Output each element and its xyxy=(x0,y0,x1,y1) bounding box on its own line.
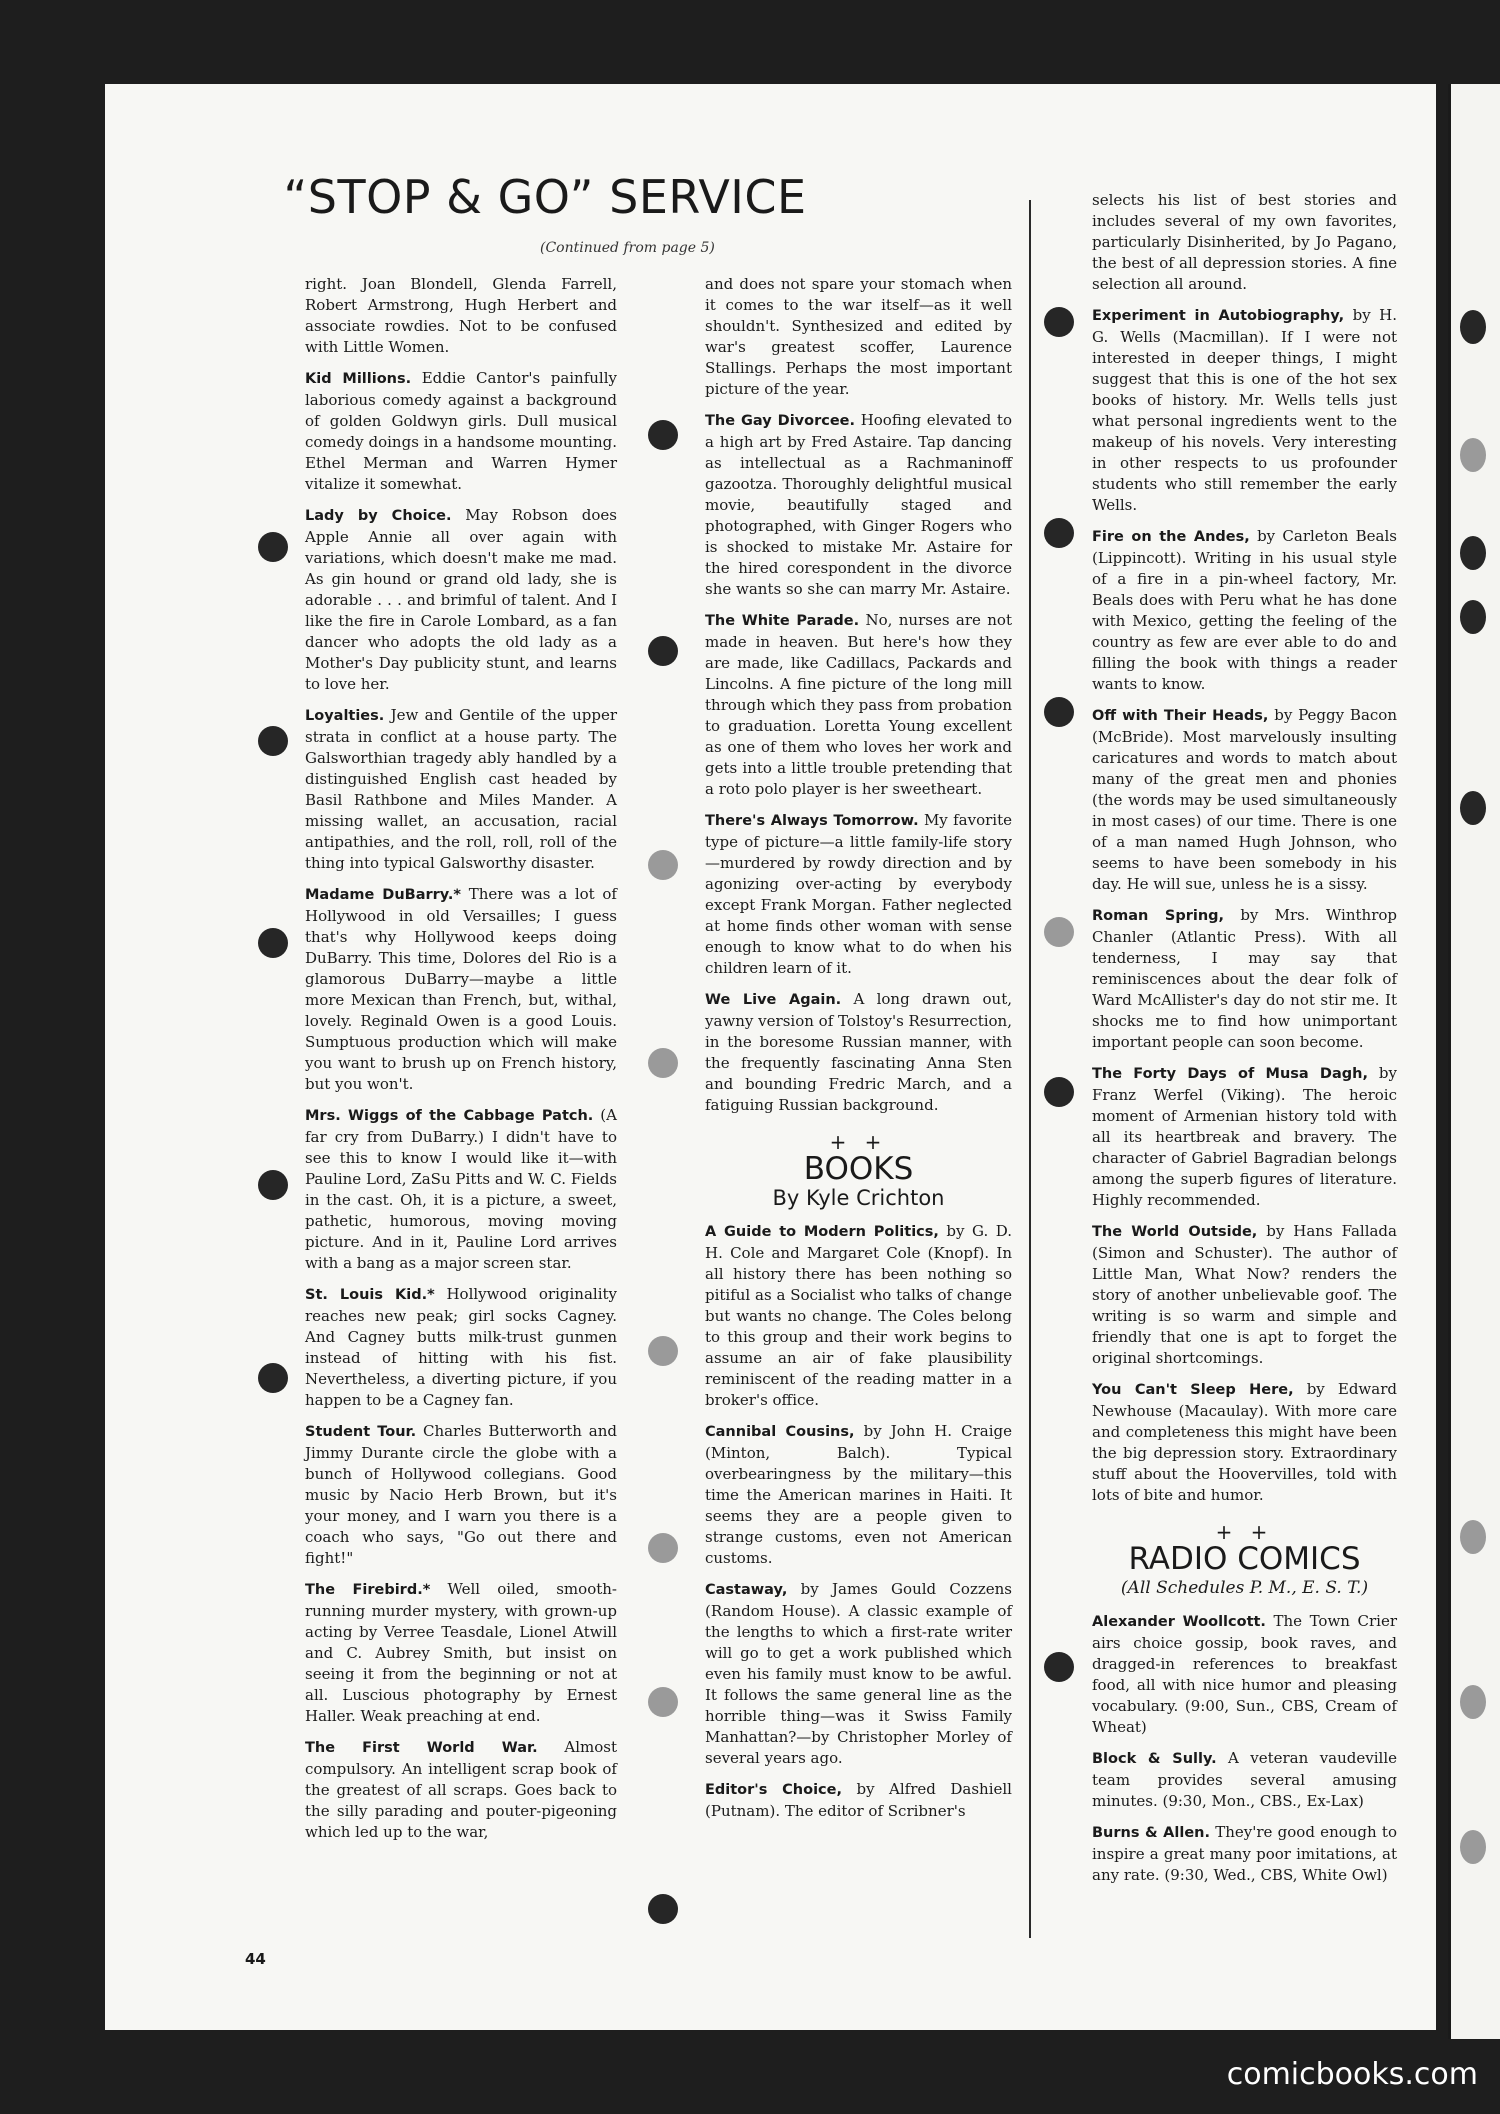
column-2 xyxy=(705,274,1012,1832)
review-entry: We Live Again. A long drawn out, yawny version of Tolstoy's Resurrection, in the boresome Russian manner, with the frequently fascinating Anna Sten and bounding Fredric March, and a fatiguing Russian background. xyxy=(705,990,1012,1114)
column-1 xyxy=(305,274,617,1853)
book-entry: selects his list of best stories and includes several of my own favorites, particularly Disinherited, by Jo Pagano, the best of all depression stories. A fine selection all around. xyxy=(1092,191,1397,293)
radio-schedules-note: (All Schedules P. M., E. S. T.) xyxy=(1120,1578,1369,1598)
rating-dot-gray xyxy=(648,1048,678,1078)
book-entry: Experiment in Autobiography, by H. G. Wells (Macmillan). If I were not interested in deeper things, I might suggest that this is one of the hot sex books of history. Mr. Wells tells just what personal ingredients went to the makeup of his novels. Very interesting in other respects to us profounder students who still remember the early Wells. xyxy=(1092,306,1397,514)
rating-dot-dark xyxy=(1044,697,1074,727)
review-entry: St. Louis Kid.* Hollywood originality reaches new peak; girl socks Cagney. And Cagney butts milk-trust gunmen instead of hitting with his fist. Nevertheless, a diverting picture, if you happen to be a Cagney fan. xyxy=(305,1285,617,1409)
radio-heading: RADIO COMICS xyxy=(1128,1541,1361,1577)
rating-dot-dark xyxy=(258,726,288,756)
book-entry: A Guide to Modern Politics, by G. D. H. Cole and Margaret Cole (Knopf). In all history there has been nothing so pitiful as a Socialist who talks of change but wants no change. The Coles belong to this group and their work begins to assume an air of fake plausibility reminiscent of the reading matter in a broker's office. xyxy=(705,1222,1012,1409)
review-entry: The Firebird.* Well oiled, smooth-running murder mystery, with grown-up acting by Verree Teasdale, Lionel Atwill and C. Aubrey Smith, but insist on seeing it from the beginning or not at all. Luscious photography by Ernest Haller. Weak preaching at end. xyxy=(305,1580,617,1725)
review-entry: Kid Millions. Eddie Cantor's painfully laborious comedy against a background of golden Goldwyn girls. Dull musical comedy doings in a handsome mounting. Ethel Merman and Warren Hymer vitalize it somewhat. xyxy=(305,369,617,493)
review-entry: The White Parade. No, nurses are not made in heaven. But here's how they are made, like Cadillacs, Packards and Lincolns. A fine picture of the long mill through which they pass from probation to graduation. Loretta Young excellent as one of them who loves her work and gets into a little trouble pretending that a roto polo player is her sweetheart. xyxy=(705,611,1012,798)
binder-hole xyxy=(1460,438,1486,472)
review-entry: The First World War. Almost compulsory. An intelligent scrap book of the greatest of all scraps. Goes back to the silly parading and pouter-pigeoning which led up to the war, xyxy=(305,1738,617,1841)
watermark: comicbooks.com xyxy=(1226,2057,1478,2092)
rating-dot-gray xyxy=(648,850,678,880)
rating-dot-dark xyxy=(648,420,678,450)
rating-dot-dark xyxy=(258,1170,288,1200)
column-divider xyxy=(1029,200,1031,1938)
rating-dot-gray xyxy=(1044,917,1074,947)
rating-dot-dark xyxy=(1044,1077,1074,1107)
rating-dot-dark xyxy=(1044,1652,1074,1682)
binder-hole xyxy=(1460,600,1486,634)
rating-dot-dark xyxy=(258,532,288,562)
binder-hole xyxy=(1460,1685,1486,1719)
radio-entry: Block & Sully. A veteran vaudeville team provides several amusing minutes. (9:30, Mon., CBS., Ex-Lax) xyxy=(1092,1749,1397,1810)
section-separator: + + xyxy=(1215,1520,1274,1544)
review-entry: and does not spare your stomach when it comes to the war itself—as it well shouldn't. Synthesized and edited by war's greatest scoffer, Laurence Stallings. Perhaps the most important picture of the year. xyxy=(705,275,1012,398)
section-separator: + + xyxy=(829,1130,888,1154)
rating-dot-dark xyxy=(1044,307,1074,337)
radio-entry: Alexander Woollcott. The Town Crier airs choice gossip, book raves, and dragged-in references to breakfast food, all with nice humor and pleasing vocabulary. (9:00, Sun., CBS, Cream of Wheat) xyxy=(1092,1612,1397,1736)
adjacent-page-edge xyxy=(1448,84,1500,2039)
rating-dot-dark xyxy=(258,1363,288,1393)
rating-dot-dark xyxy=(648,636,678,666)
books-heading: BOOKS xyxy=(803,1151,914,1187)
radio-entry: Burns & Allen. They're good enough to inspire a great many poor imitations, at any rate. (9:30, Wed., CBS, White Owl) xyxy=(1092,1823,1397,1884)
book-entry: Editor's Choice, by Alfred Dashiell (Putnam). The editor of Scribner's xyxy=(705,1780,1012,1820)
binder-hole xyxy=(1460,791,1486,825)
review-entry: right. Joan Blondell, Glenda Farrell, Robert Armstrong, Hugh Herbert and associate rowdies. Not to be confused with Little Women. xyxy=(305,275,617,356)
review-entry: Lady by Choice. May Robson does Apple Annie all over again with variations, which doesn't make me mad. As gin hound or grand old lady, she is adorable . . . and brimful of talent. And I like the fire in Carole Lombard, as a fan dancer who adopts the old lady as a Mother's Day publicity stunt, and learns to love her. xyxy=(305,506,617,693)
book-entry: The World Outside, by Hans Fallada (Simon and Schuster). The author of Little Man, What Now? renders the story of another unbelievable goof. The writing is so warm and simple and friendly that one is apt to forget the original shortcomings. xyxy=(1092,1222,1397,1367)
review-entry: Student Tour. Charles Butterworth and Jimmy Durante circle the globe with a bunch of Hollywood collegians. Good music by Nacio Herb Brown, but it's your money, and I warn you there is a coach who says, "Go out there and fight!" xyxy=(305,1422,617,1567)
rating-dot-gray xyxy=(648,1336,678,1366)
rating-dot-dark xyxy=(1044,518,1074,548)
review-entry: Loyalties. Jew and Gentile of the upper strata in conflict at a house party. The Galsworthian tragedy ably handled by a distinguished English cast headed by Basil Rathbone and Miles Mander. A missing wallet, an accusation, racial antipathies, and the roll, roll, roll of the thing into typical Galsworthy disaster. xyxy=(305,706,617,872)
rating-dot-dark xyxy=(648,1894,678,1924)
rating-dot-gray xyxy=(648,1687,678,1717)
binder-hole xyxy=(1460,536,1486,570)
book-entry: Castaway, by James Gould Cozzens (Random House). A classic example of the lengths to which a first-rate writer will go to get a work published which even his family must know to be awful. It follows the same general line as the horrible thing—was it Swiss Family Manhattan?—by Christopher Morley of several years ago. xyxy=(705,1580,1012,1767)
binder-hole xyxy=(1460,310,1486,344)
binder-hole xyxy=(1460,1520,1486,1554)
book-entry: The Forty Days of Musa Dagh, by Franz Werfel (Viking). The heroic moment of Armenian history told with all its heartbreak and bravery. The character of Gabriel Bagradian belongs among the superb figures of literature. Highly recommended. xyxy=(1092,1064,1397,1209)
binder-hole xyxy=(1460,1830,1486,1864)
book-entry: Fire on the Andes, by Carleton Beals (Lippincott). Writing in his usual style of a fire in a pin-wheel factory, Mr. Beals does with Peru what he has done with Mexico, getting the feeling of the country as few are ever able to do and filling the book with things a reader wants to know. xyxy=(1092,527,1397,693)
review-entry: There's Always Tomorrow. My favorite type of picture—a little family-life story—murdered by rowdy direction and by agonizing over-acting by everybody except Frank Morgan. Father neglected at home finds other woman with sense enough to know what to do when his children learn of it. xyxy=(705,811,1012,977)
rating-dot-gray xyxy=(648,1533,678,1563)
book-entry: Cannibal Cousins, by John H. Craige (Minton, Balch). Typical overbearingness by the military—this time the American marines in Haiti. It seems they are a people given to strange customs, even not American customs. xyxy=(705,1422,1012,1567)
book-entry: Off with Their Heads, by Peggy Bacon (McBride). Most marvelously insulting caricatures and words to match about many of the great men and phonies (the words may be used simultaneously in most cases) of our time. There is one of a man named Hugh Johnson, who seems to have been somebody in his day. He will sue, unless he is a sissy. xyxy=(1092,706,1397,893)
page-number: 44 xyxy=(245,1950,266,1968)
book-entry: You Can't Sleep Here, by Edward Newhouse (Macaulay). With more care and completeness this might have been the big depression story. Extraordinary stuff about the Hoovervilles, told with lots of bite and humor. xyxy=(1092,1380,1397,1504)
book-entry: Roman Spring, by Mrs. Winthrop Chanler (Atlantic Press). With all tenderness, I may say that reminiscences about the dear folk of Ward McAllister's day do not stir me. It shocks me to find how unimportant important people can soon become. xyxy=(1092,906,1397,1051)
review-entry: Mrs. Wiggs of the Cabbage Patch. (A far cry from DuBarry.) I didn't have to see this to know I would like it—with Pauline Lord, ZaSu Pitts and W. C. Fields in the cast. Oh, it is a picture, a sweet, pathetic, humorous, moving moving picture. And in it, Pauline Lord arrives with a bang as a major screen star. xyxy=(305,1106,617,1272)
column-3 xyxy=(1092,190,1397,1896)
books-byline: By Kyle Crichton xyxy=(772,1186,945,1210)
review-entry: The Gay Divorcee. Hoofing elevated to a high art by Fred Astaire. Tap dancing as intellectual as a Rachmaninoff gazootza. Thoroughly delightful musical movie, beautifully staged and photographed, with Ginger Rogers who is shocked to mistake Mr. Astaire for the hired corespondent in the divorce she wants so she can marry Mr. Astaire. xyxy=(705,411,1012,598)
review-entry: Madame DuBarry.* There was a lot of Hollywood in old Versailles; I guess that's why Hollywood keeps doing DuBarry. This time, Dolores del Rio is a glamorous DuBarry—maybe a little more Mexican than French, but, withal, lovely. Reginald Owen is a good Louis. Sumptuous production which will make you want to brush up on French history, but you won't. xyxy=(305,885,617,1093)
page-headline: “STOP & GO” SERVICE xyxy=(283,170,807,224)
rating-dot-dark xyxy=(258,928,288,958)
continued-note: (Continued from page 5) xyxy=(540,240,715,256)
